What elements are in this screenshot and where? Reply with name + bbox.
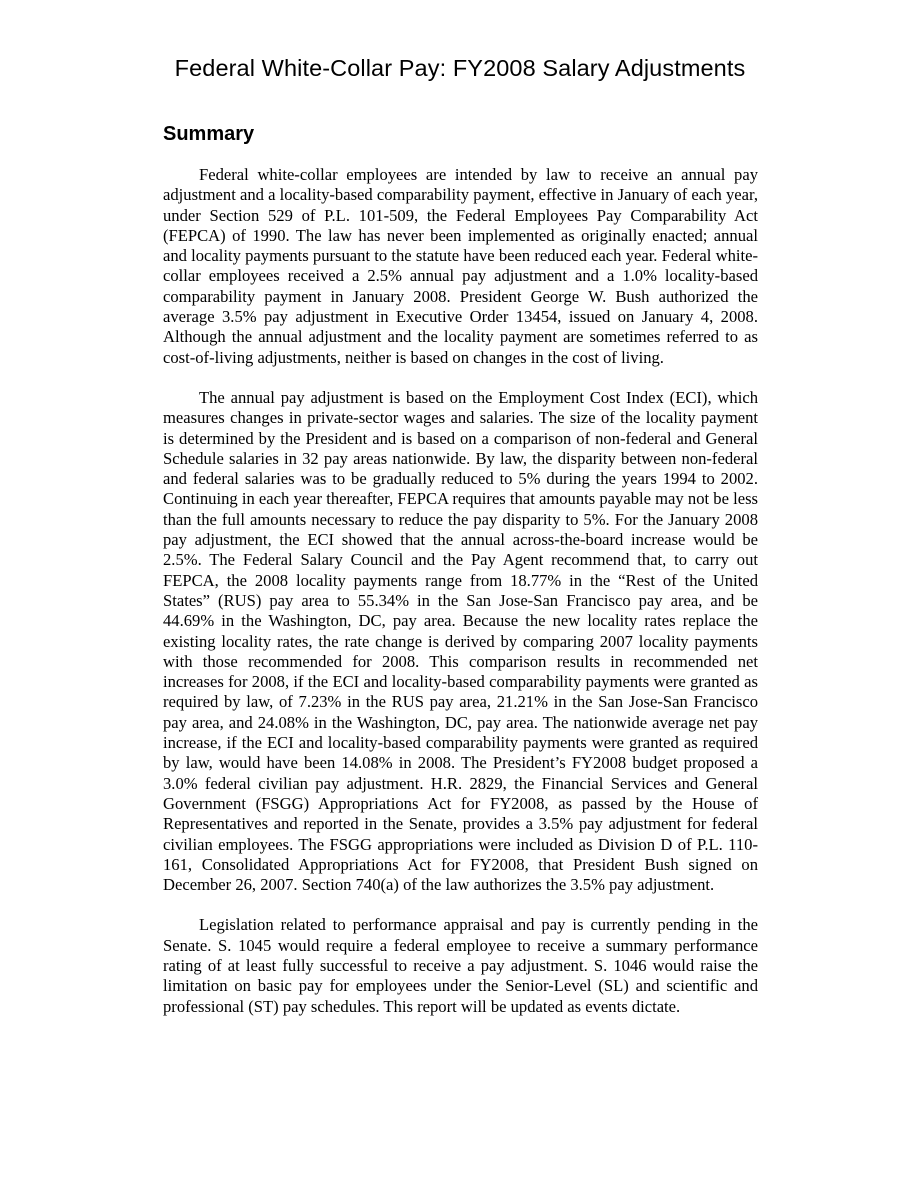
summary-paragraph-1: Federal white-collar employees are intended by law to receive an annual pay adjustment and a locality-based comparability payment, effective in January of each year, under Section 529 of P.L. 101-509, the Federal Employees Pay Comparability Act (FEPCA) of 1990. The law has never been implemented as originally enacted; annual and locality payments pursuant to the statute have been reduced each year. Federal white-collar employees received a 2.5% annual pay adjustment and a 1.0% locality-based comparability payment in January 2008. President George W. Bush authorized the average 3.5% pay adjustment in Executive Order 13454, issued on January 4, 2008. Although the annual adjustment and the locality payment are sometimes referred to as cost-of-living adjustments, neither is based on changes in the cost of living. (163, 165, 758, 367)
document-title: Federal White-Collar Pay: FY2008 Salary Adjustments (174, 55, 746, 81)
summary-body (163, 165, 758, 1037)
summary-paragraph-3: Legislation related to performance appraisal and pay is currently pending in the Senate. S. 1045 would require a federal employee to receive a summary performance rating of at least fully successful to receive a pay adjustment. S. 1046 would raise the limitation on basic pay for employees under the Senior-Level (SL) and scientific and professional (ST) pay schedules. This report will be updated as events dictate. (163, 915, 758, 1016)
section-heading-summary: Summary (163, 123, 255, 145)
summary-paragraph-2: The annual pay adjustment is based on the Employment Cost Index (ECI), which measures changes in private-sector wages and salaries. The size of the locality payment is determined by the President and is based on a comparison of non-federal and General Schedule salaries in 32 pay areas nationwide. By law, the disparity between non-federal and federal salaries was to be gradually reduced to 5% during the years 1994 to 2002. Continuing in each year thereafter, FEPCA requires that amounts payable may not be less than the full amounts necessary to reduce the pay disparity to 5%. For the January 2008 pay adjustment, the ECI showed that the annual across-the-board increase would be 2.5%. The Federal Salary Council and the Pay Agent recommend that, to carry out FEPCA, the 2008 locality payments range from 18.77% in the “Rest of the United States” (RUS) pay area to 55.34% in the San Jose-San Francisco pay area, and be 44.69% in the Washington, DC, pay area. Because the new locality rates replace the existing locality rates, the rate change is derived by comparing 2007 locality payments with those recommended for 2008. This comparison results in recommended net increases for 2008, if the ECI and locality-based comparability payments were granted as required by law, of 7.23% in the RUS pay area, 21.21% in the San Jose-San Francisco pay area, and 24.08% in the Washington, DC, pay area. The nationwide average net pay increase, if the ECI and locality-based comparability payments were granted as required by law, would have been 14.08% in 2008. The President’s FY2008 budget proposed a 3.0% federal civilian pay adjustment. H.R. 2829, the Financial Services and General Government (FSGG) Appropriations Act for FY2008, as passed by the House of Representatives and reported in the Senate, provides a 3.5% pay adjustment for federal civilian employees. The FSGG appropriations were included as Division D of P.L. 110-161, Consolidated Appropriations Act for FY2008, that President Bush signed on December 26, 2007. Section 740(a) of the law authorizes the 3.5% pay adjustment. (163, 387, 758, 895)
